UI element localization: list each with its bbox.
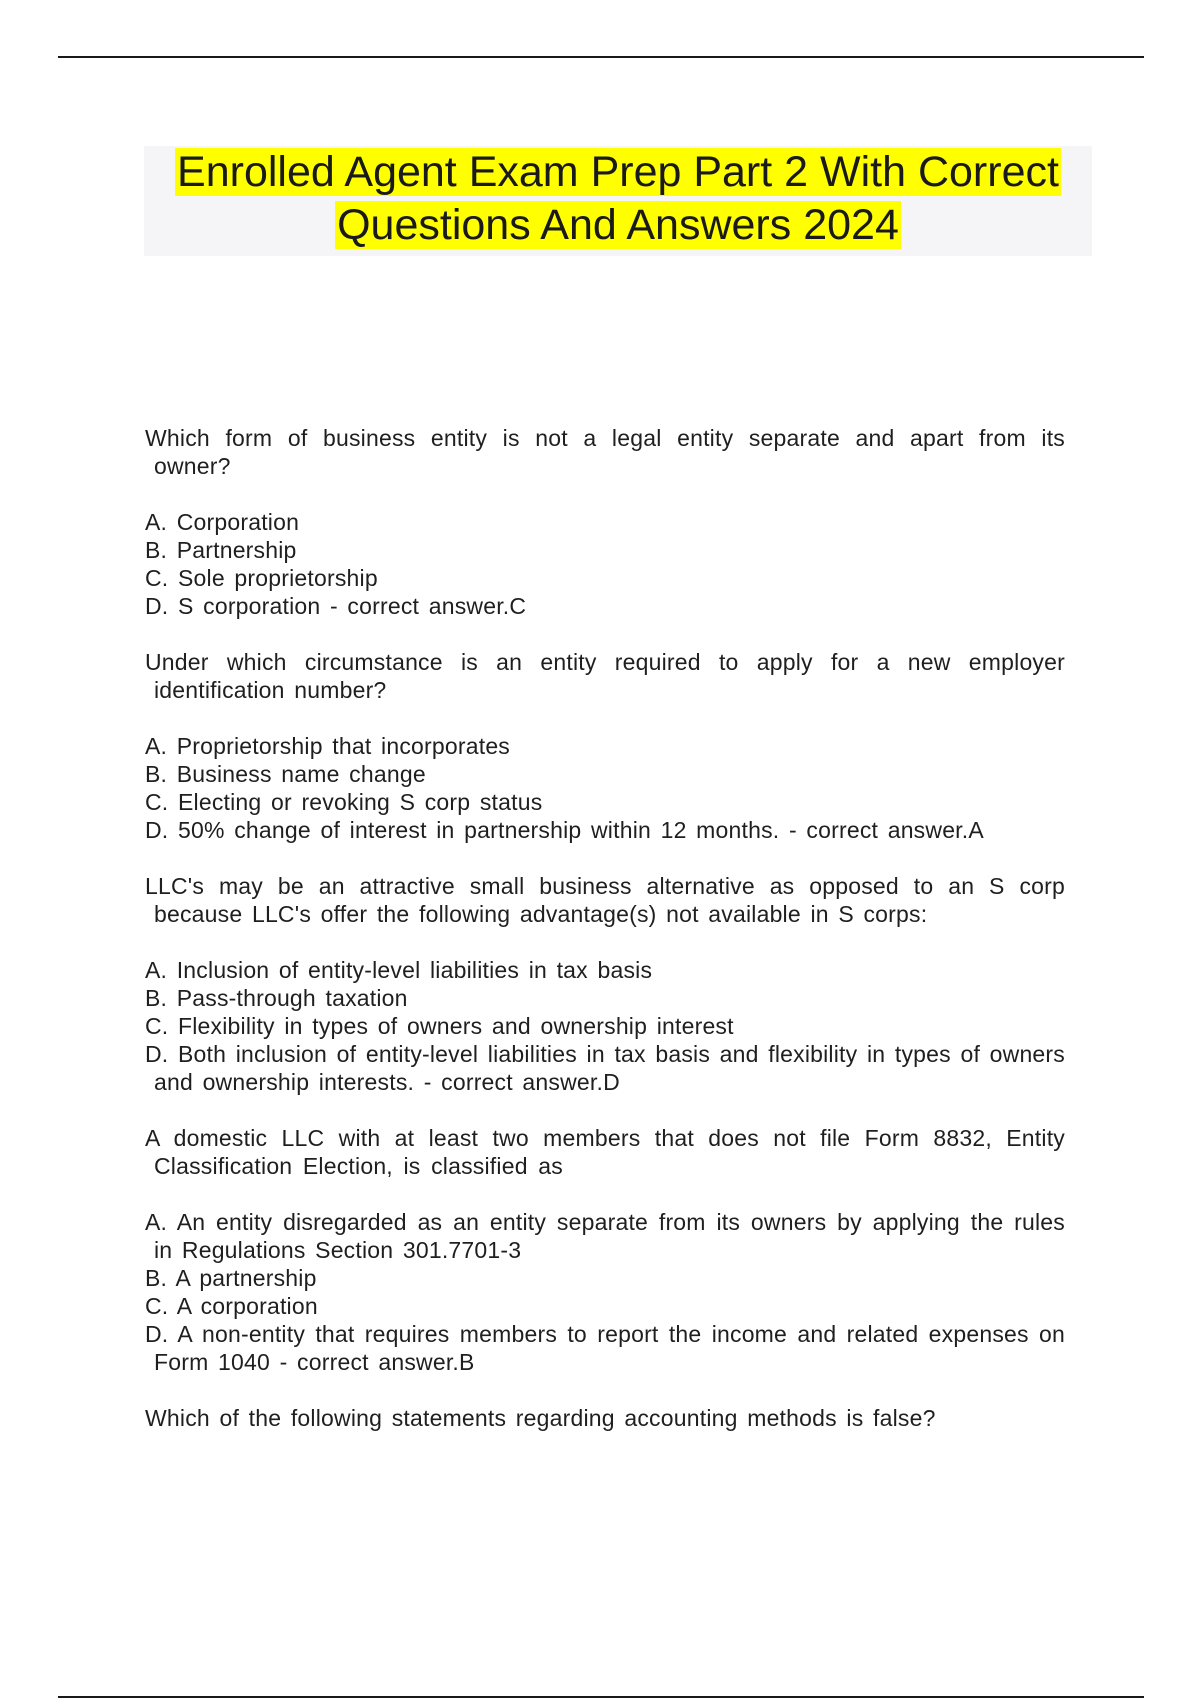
option-a: A. Corporation (145, 509, 300, 535)
title-band (144, 146, 1092, 256)
top-rule (58, 56, 1144, 58)
question-block (145, 424, 1065, 620)
options-list (145, 732, 1065, 844)
option-d: D. 50% change of interest in partnership within 12 months. - correct answer.A (145, 817, 984, 843)
option-b: B. A partnership (145, 1265, 317, 1291)
option-a: A. Proprietorship that incorporates (145, 733, 511, 759)
option-d: D. A non-entity that requires members to report the income and related expenses on Form 1040 - correct answer.B (145, 1321, 1065, 1375)
question-block (145, 872, 1065, 1096)
question-text: LLC's may be an attractive small business alternative as opposed to an S corp because LLC's offer the following advantage(s) not available in S corps: (145, 873, 1065, 927)
options-list (145, 956, 1065, 1096)
option-b: B. Business name change (145, 761, 426, 787)
bottom-rule (58, 1696, 1144, 1698)
question-block (145, 648, 1065, 844)
question-text: Under which circumstance is an entity required to apply for a new employer identification number? (145, 649, 1065, 703)
option-a: A. Inclusion of entity-level liabilities in tax basis (145, 957, 653, 983)
option-c: C. Sole proprietorship (145, 565, 378, 591)
option-b: B. Partnership (145, 537, 297, 563)
question-text: Which form of business entity is not a legal entity separate and apart from its owner? (145, 425, 1065, 479)
options-list (145, 1208, 1065, 1376)
question-text: Which of the following statements regarding accounting methods is false? (145, 1405, 936, 1431)
document-body (145, 424, 1065, 1460)
question-text: A domestic LLC with at least two members that does not file Form 8832, Entity Classification Election, is classified as (145, 1125, 1065, 1179)
option-d: D. Both inclusion of entity-level liabilities in tax basis and flexibility in types of owners and ownership interests. - correct answer.D (145, 1041, 1065, 1095)
option-b: B. Pass-through taxation (145, 985, 408, 1011)
option-a: A. An entity disregarded as an entity separate from its owners by applying the rules in Regulations Section 301.7701-3 (145, 1209, 1065, 1263)
option-c: C. Electing or revoking S corp status (145, 789, 543, 815)
options-list (145, 508, 1065, 620)
question-block (145, 1124, 1065, 1376)
document-title: Enrolled Agent Exam Prep Part 2 With Correct Questions And Answers 2024 (177, 148, 1059, 249)
option-c: C. A corporation (145, 1293, 318, 1319)
question-block (145, 1404, 1065, 1432)
option-c: C. Flexibility in types of owners and ownership interest (145, 1013, 734, 1039)
option-d: D. S corporation - correct answer.C (145, 593, 527, 619)
